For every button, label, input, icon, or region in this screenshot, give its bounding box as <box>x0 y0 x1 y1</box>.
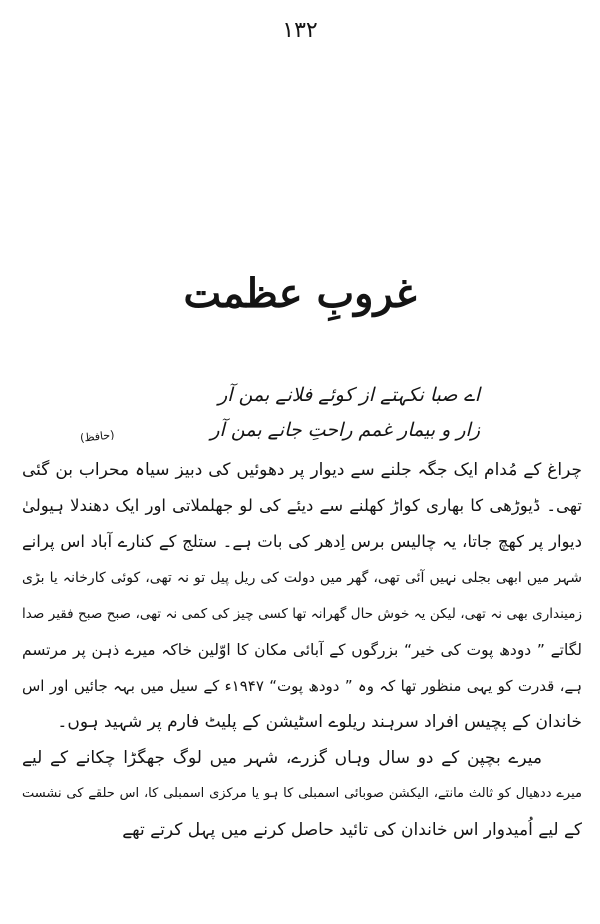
text-line: تھی۔ ڈیوڑھی کا بھاری کواڑ کھلنے سے دیئے کی لو جھلملاتی اور ایک دھندلا ہیولیٰ <box>22 496 582 515</box>
text-line: چراغ کے مُدام ایک جگہ جلنے سے دیوار پر دھوئیں کی دبیز سیاہ محراب بن گئی <box>22 460 582 480</box>
verse-line-2: زار و بیمار غمم راحتِ جانے بمن آر <box>210 419 480 441</box>
text-line: لگاتے ” دودھ پوت کی خیر“ بزرگوں کے آبائی مکان کا اوّلین خاکہ میرے ذہن پر مرتسم <box>22 641 582 659</box>
text-line: شہر میں ابھی بجلی نہیں آئی تھی، گھر میں دولت کی ریل پیل تو نہ تھی، کوئی کارخانہ یا بڑی <box>22 570 582 586</box>
verse-attribution: (حافظ) <box>79 428 116 445</box>
page-number: ۱۳۲ <box>282 18 318 43</box>
text-line: کے لیے اُمیدوار اس خاندان کی تائید حاصل کرنے میں پہل کرتے تھے <box>122 820 582 840</box>
text-line: ہے، قدرت کو یہی منظور تھا کہ وہ ” دودھ پوت“ ۱۹۴۷ء کے سیل میں بہہ جائیں اور اس <box>22 677 582 695</box>
text-line: دیوار پر کھچ جاتا، یہ چالیس برس اِدھر کی بات ہے۔ ستلج کے کنارے آباد اس پرانے <box>22 532 582 551</box>
verse-line-1: اے صبا نکہتے از کوئے فلانے بمن آر <box>218 384 480 406</box>
text-line: زمینداری بھی نہ تھی، لیکن یہ خوش حال گھرانہ تھا کسی چیز کی کمی نہ تھی، صبح صبح فقیر صدا <box>22 606 582 622</box>
body-text <box>22 452 582 848</box>
text-line: خاندان کے پچیس افراد سرہند ریلوے اسٹیشن کے پلیٹ فارم پر شہید ہوں۔ <box>57 712 582 732</box>
text-line: میرے ددھیال کو ثالث مانتے، الیکشن صوبائی اسمبلی کا ہو یا مرکزی اسمبلی کا، اس حلقے کی نشست <box>22 786 582 801</box>
chapter-title: غروبِ عظمت <box>183 270 417 317</box>
text-line: میرے بچپن کے دو سال وہاں گزرے، شہر میں لوگ جھگڑا چکانے کے لیے <box>22 748 542 768</box>
